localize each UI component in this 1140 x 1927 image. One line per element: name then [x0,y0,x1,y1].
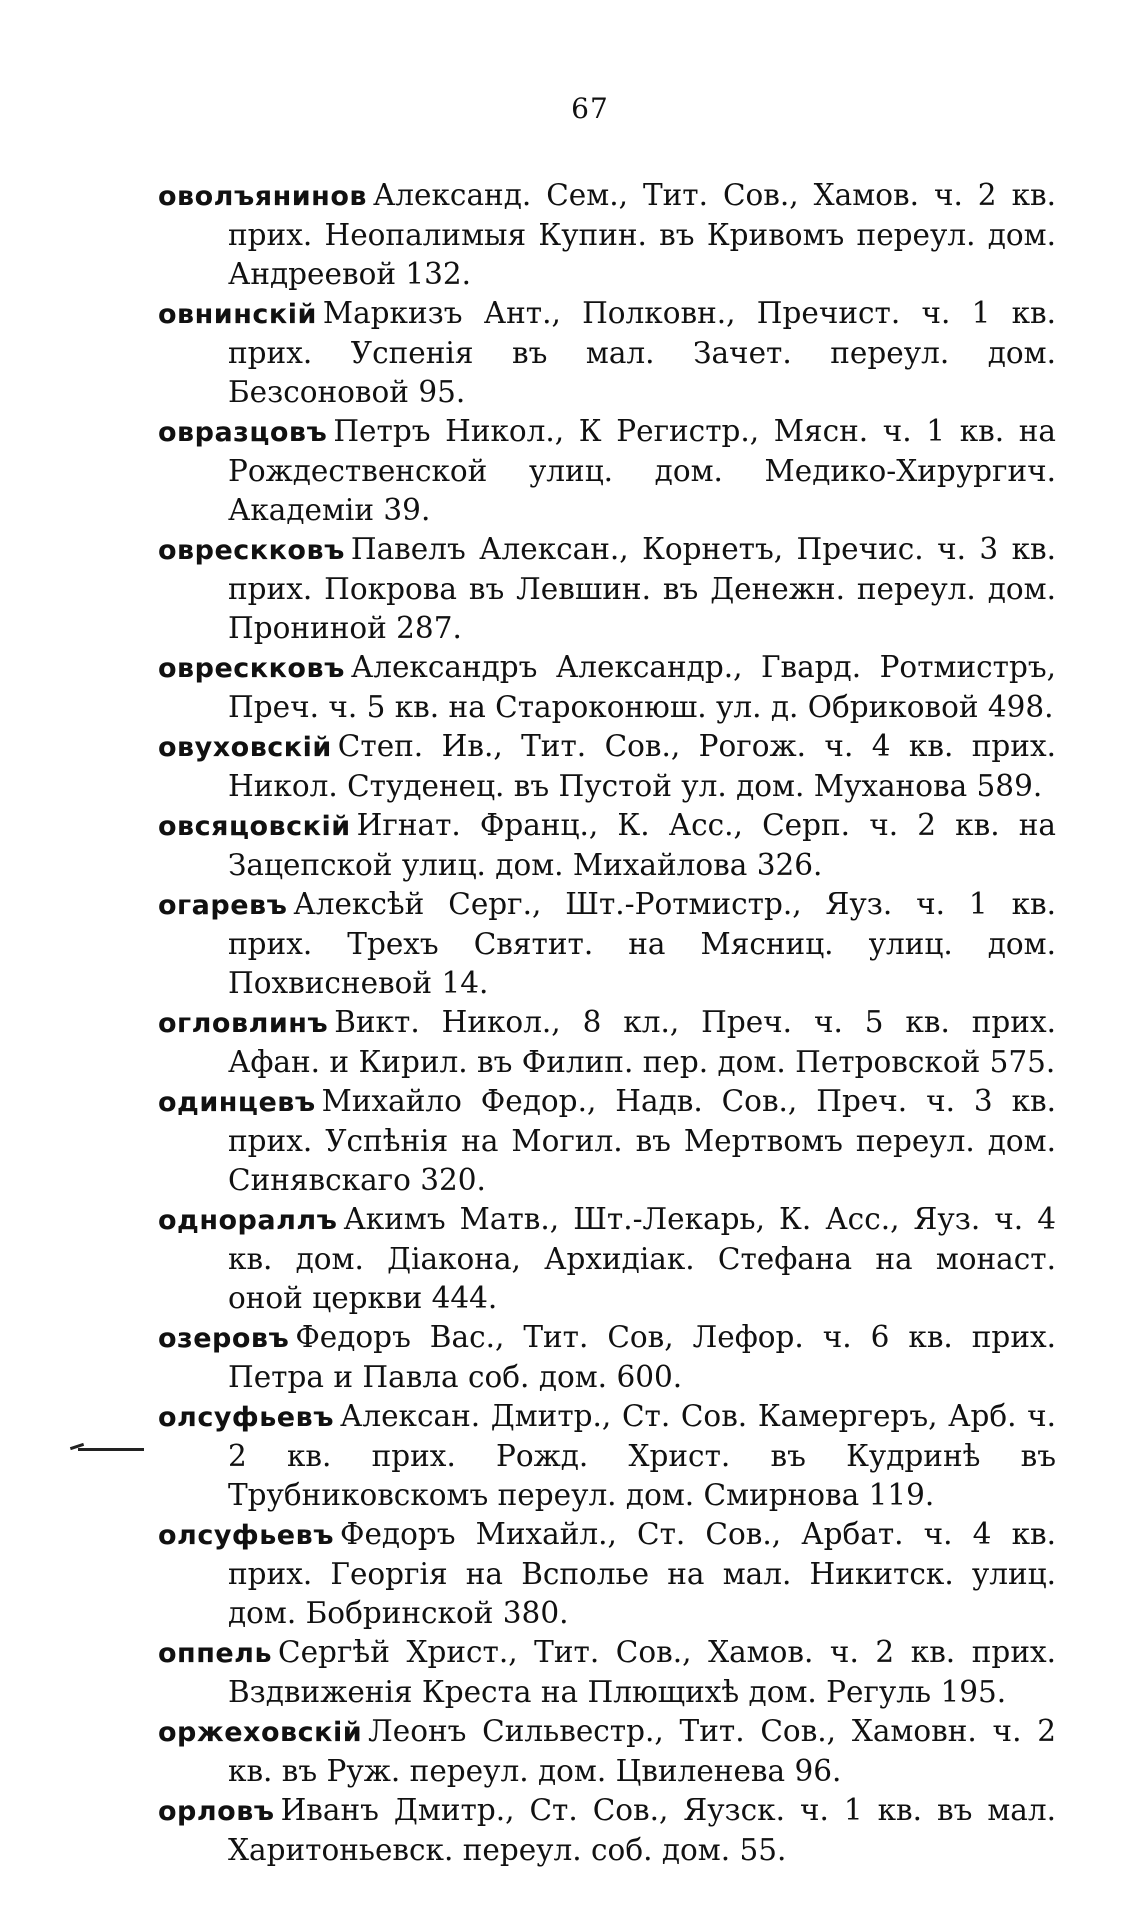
entry-surname: оржеховскій [158,1717,363,1748]
entry-text: Степ. Ив., Тит. Сов., Рогож. ч. 4 кв. прих. Никол. Студенец. въ Пустой ул. дом. Муханова 589. [228,729,1056,803]
entry-text: Федоръ Вас., Тит. Сов, Лефор. ч. 6 кв. прих. Петра и Павла соб. дом. 600. [228,1320,1056,1394]
entry-surname: овразцовъ [158,417,328,448]
directory-entry [158,1082,1056,1200]
entry-text: Сергѣй Христ., Тит. Сов., Хамов. ч. 2 кв. прих. Вздвиженія Креста на Плющихѣ дом. Регуль 195. [228,1635,1056,1709]
entry-text: Михайло Федор., Надв. Сов., Преч. ч. 3 кв. прих. Успѣнія на Могил. въ Мертвомъ переул. дом. Синявскаго 320. [228,1084,1056,1197]
entry-surname: олсуфьевъ [158,1402,334,1433]
entry-text: Иванъ Дмитр., Ст. Сов., Яузск. ч. 1 кв. въ мал. Харитоньевск. переул. соб. дом. 55. [228,1793,1056,1867]
entry-surname: оврескковъ [158,535,345,566]
directory-entry [158,530,1056,648]
directory-entry [158,1397,1056,1515]
directory-entry [158,806,1056,885]
entry-text: Александ. Сем., Тит. Сов., Хамов. ч. 2 кв. прих. Неопалимыя Купин. въ Кривомъ переул. дом. Андреевой 132. [228,178,1056,291]
entry-text: Федоръ Михайл., Ст. Сов., Арбат. ч. 4 кв. прих. Георгія на Всполье на мал. Никитск. улиц. дом. Бобринской 380. [228,1517,1056,1630]
entry-surname: орловъ [158,1796,275,1827]
entry-surname: олсуфьевъ [158,1520,334,1551]
directory-entry [158,1003,1056,1082]
directory-entry [158,1791,1056,1870]
directory-entry [158,727,1056,806]
directory-entry [158,885,1056,1003]
directory-entry [158,1200,1056,1318]
entry-surname: одинцевъ [158,1087,316,1118]
entry-text: Павелъ Алексан., Корнетъ, Пречис. ч. 3 кв. прих. Покрова въ Левшин. въ Денежн. переул. дом. Прониной 287. [228,532,1056,645]
directory-entry [158,648,1056,727]
directory-entry [158,412,1056,530]
entry-text: Алексѣй Серг., Шт.-Ротмистр., Яуз. ч. 1 кв. прих. Трехъ Святит. на Мясниц. улиц. дом. Похвисневой 14. [228,887,1056,1000]
entry-text: Петръ Никол., К Регистр., Мясн. ч. 1 кв. на Рождественской улиц. дом. Медико-Хирургич. Академіи 39. [228,414,1056,527]
entry-surname: огловлинъ [158,1008,329,1039]
entry-surname: оволъянинов [158,181,367,212]
entry-surname: оппель [158,1638,273,1669]
entry-surname: оврескковъ [158,653,345,684]
directory-entry [158,1633,1056,1712]
entry-surname: огаревъ [158,890,288,921]
directory-entries [158,176,1056,1870]
entry-text: Акимъ Матв., Шт.-Лекарь, К. Асс., Яуз. ч. 4 кв. дом. Діакона, Архидіак. Стефана на монаст. оной церкви 444. [228,1202,1056,1315]
directory-entry [158,1515,1056,1633]
entry-text: Игнат. Франц., К. Асс., Серп. ч. 2 кв. на Зацепской улиц. дом. Михайлова 326. [228,808,1056,882]
entry-text: Александръ Александр., Гвард. Ротмистръ, Преч. ч. 5 кв. на Староконюш. ул. д. Обриковой 498. [228,650,1056,724]
directory-entry [158,1712,1056,1791]
directory-entry [158,176,1056,294]
entry-text: Алексан. Дмитр., Ст. Сов. Камергеръ, Арб. ч. 2 кв. прих. Рожд. Христ. въ Кудринѣ въ Трубниковскомъ переул. дом. Смирнова 119. [228,1399,1056,1512]
page-number: 67 [571,92,609,125]
margin-dash-mark [78,1448,144,1451]
entry-text: Леонъ Сильвестр., Тит. Сов., Хамовн. ч. 2 кв. въ Руж. переул. дом. Цвиленева 96. [228,1714,1056,1788]
entry-surname: овуховскій [158,732,332,763]
directory-entry [158,1318,1056,1397]
entry-surname: однораллъ [158,1205,338,1236]
entry-surname: озеровъ [158,1323,290,1354]
entry-text: Викт. Никол., 8 кл., Преч. ч. 5 кв. прих. Афан. и Кирил. въ Филип. пер. дом. Петровской 575. [228,1005,1056,1079]
entry-surname: овнинскій [158,299,317,330]
entry-text: Маркизъ Ант., Полковн., Пречист. ч. 1 кв. прих. Успенія въ мал. Зачет. переул. дом. Безсоновой 95. [228,296,1056,409]
directory-entry [158,294,1056,412]
entry-surname: овсяцовскій [158,811,351,842]
